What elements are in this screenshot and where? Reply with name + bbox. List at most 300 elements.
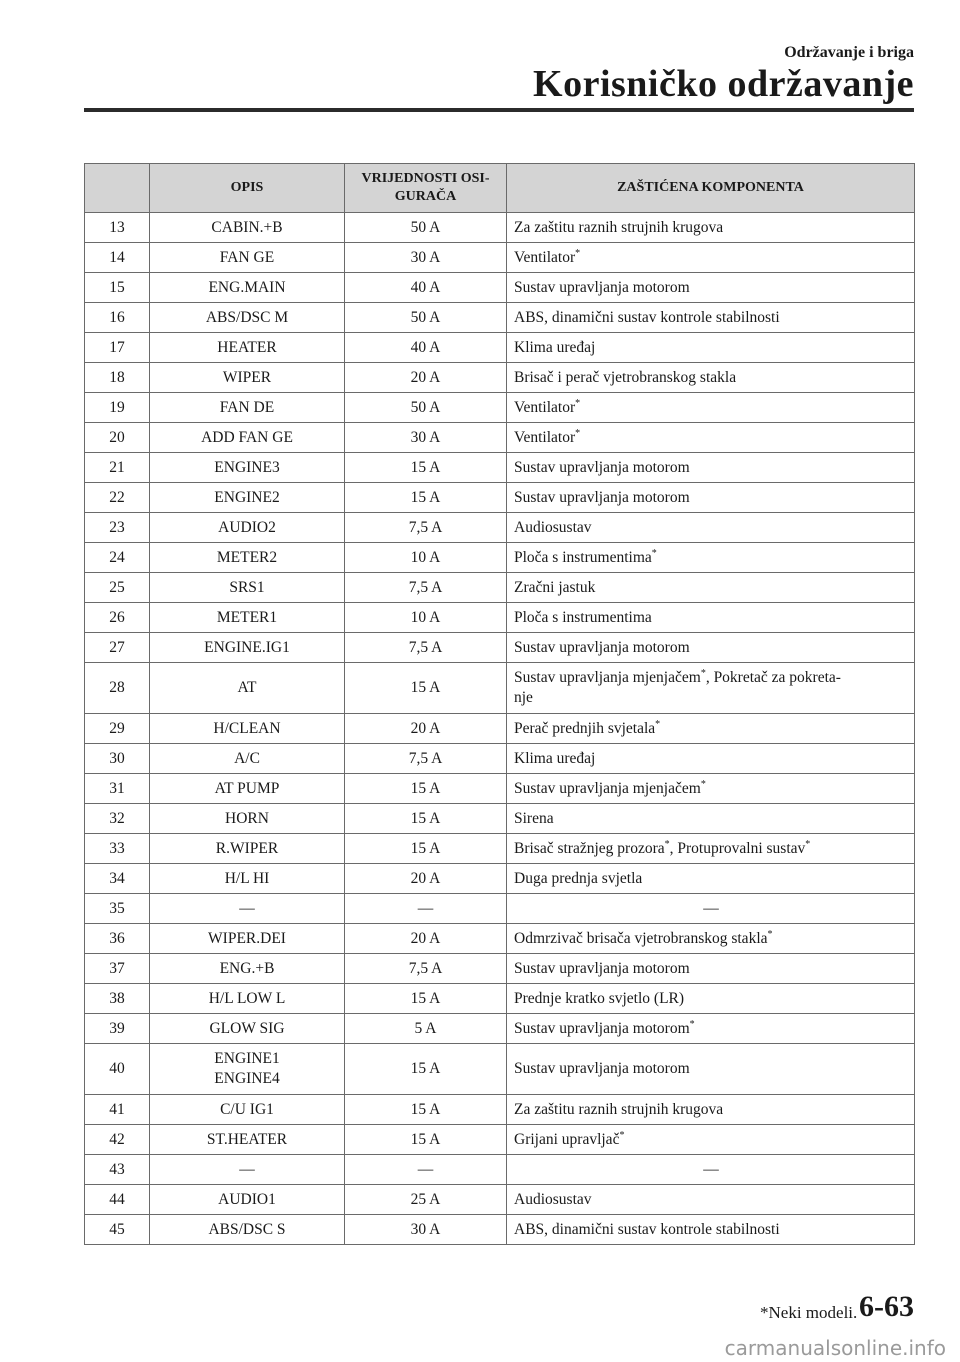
fuse-number (85, 513, 150, 543)
fuse-component-text: Audiosustav (514, 1190, 592, 1208)
fuse-number (85, 213, 150, 243)
fuse-number-text: 39 (109, 1019, 125, 1037)
table-row (85, 483, 915, 513)
fuse-number-text: 43 (109, 1160, 125, 1178)
fuse-opis-text: METER1 (216, 608, 278, 626)
fuse-component (507, 543, 915, 573)
table-row (85, 423, 915, 453)
fuse-opis (150, 1044, 345, 1095)
fuse-number (85, 393, 150, 423)
fuse-number (85, 663, 150, 714)
fuse-value-text: 15 A (410, 458, 441, 476)
fuse-opis (150, 744, 345, 774)
fuse-number (85, 333, 150, 363)
fuse-value-text: 25 A (410, 1190, 441, 1208)
fuse-opis-text: GLOW SIG (209, 1019, 285, 1037)
fuse-number (85, 483, 150, 513)
fuse-number-text: 20 (109, 428, 125, 446)
table-row (85, 453, 915, 483)
table-row (85, 774, 915, 804)
fuse-value-text: 40 A (410, 338, 441, 356)
footnote-marker: * (655, 718, 661, 730)
col-header-component: ZAŠTIĆENA KOMPONENTA (507, 164, 915, 213)
fuse-component-text: — (703, 1160, 719, 1178)
fuse-opis-text: AT (237, 679, 257, 696)
fuse-component (507, 714, 915, 744)
footnote: *Neki modeli. (760, 1303, 858, 1322)
table-row (85, 513, 915, 543)
fuse-component-text: Sustav upravljanja motorom (514, 458, 690, 476)
fuse-value (345, 714, 507, 744)
fuse-opis (150, 273, 345, 303)
fuse-component (507, 894, 915, 924)
fuse-component-text: Sustav upravljanja mjenjačem (514, 779, 701, 797)
fuse-opis-text: ENG.+B (219, 959, 275, 977)
fuse-number-text: 32 (109, 809, 125, 827)
fuse-number-text: 25 (109, 578, 125, 596)
fuse-value (345, 1044, 507, 1095)
fuse-component-text: Brisač i perač vjetrobranskog stakla (514, 368, 737, 386)
fuse-value (345, 303, 507, 333)
fuse-opis-text: — (239, 1160, 255, 1178)
fuse-number (85, 864, 150, 894)
fuse-opis-text: METER2 (216, 548, 278, 566)
fuse-opis (150, 573, 345, 603)
table-row (85, 894, 915, 924)
footnote-marker: * (619, 1129, 625, 1141)
fuse-component-text: Perač prednjih svjetala (514, 719, 656, 737)
fuse-value-text: 15 A (410, 989, 441, 1007)
fuse-component (507, 1044, 915, 1095)
fuse-number (85, 573, 150, 603)
fuse-component (507, 1014, 915, 1044)
fuse-component-text: Grijani upravljač (514, 1130, 620, 1148)
fuse-opis-text: ENGINE1 ENGINE4 (214, 1050, 280, 1087)
fuse-component-text: Ploča s instrumentima (514, 608, 652, 626)
fuse-value-text: 50 A (410, 398, 441, 416)
fuse-value-text: 7,5 A (408, 518, 443, 536)
fuse-value-text: 15 A (410, 1130, 441, 1148)
fuse-value-text: 50 A (410, 218, 441, 236)
fuse-number-text: 30 (109, 749, 125, 767)
fuse-opis-text: A/C (234, 749, 260, 767)
fuse-opis-text: ENG.MAIN (208, 278, 286, 296)
fuse-value-text: 5 A (414, 1019, 437, 1037)
fuse-opis-text: ENGINE2 (214, 488, 280, 506)
fuse-value (345, 1215, 507, 1245)
fuse-value (345, 333, 507, 363)
table-row (85, 603, 915, 633)
fuse-value-text: 50 A (410, 308, 441, 326)
fuse-number-text: 24 (109, 548, 125, 566)
fuse-opis (150, 453, 345, 483)
fuse-value-text: 10 A (410, 548, 441, 566)
fuse-component (507, 924, 915, 954)
fuse-component (507, 954, 915, 984)
fuse-number (85, 1185, 150, 1215)
fuse-number-text: 38 (109, 989, 125, 1007)
fuse-number-text: 15 (109, 278, 125, 296)
fuse-number (85, 633, 150, 663)
col-header-value-text: VRIJEDNOSTI OSI- GURAČA (361, 171, 490, 204)
col-header-opis: OPIS (150, 164, 345, 213)
fuse-component (507, 744, 915, 774)
fuse-component-text: Sustav upravljanja motorom (514, 959, 690, 977)
fuse-value (345, 894, 507, 924)
fuse-component (507, 804, 915, 834)
fuse-opis (150, 303, 345, 333)
fuse-value (345, 1155, 507, 1185)
footnote-marker: * (700, 778, 706, 790)
fuse-value-text: 30 A (410, 428, 441, 446)
table-row (85, 834, 915, 864)
table-row (85, 1185, 915, 1215)
table-row (85, 1044, 915, 1095)
table-row (85, 864, 915, 894)
fuse-component-text: Za zaštitu raznih strujnih krugova (514, 218, 724, 236)
fuse-value (345, 273, 507, 303)
fuse-opis (150, 543, 345, 573)
fuse-component-text: Sustav upravljanja motorom (514, 488, 690, 506)
fuse-opis (150, 954, 345, 984)
fuse-value (345, 1014, 507, 1044)
fuse-opis-text: ADD FAN GE (201, 428, 293, 446)
fuse-number-text: 41 (109, 1100, 125, 1118)
fuse-opis-text: CABIN.+B (211, 218, 283, 236)
fuse-number (85, 303, 150, 333)
fuse-value (345, 1095, 507, 1125)
section-title: Održavanje i briga (784, 44, 914, 61)
fuse-number (85, 714, 150, 744)
table-row (85, 363, 915, 393)
fuse-number-text: 44 (109, 1190, 125, 1208)
table-row (85, 273, 915, 303)
fuse-value (345, 423, 507, 453)
fuse-component (507, 603, 915, 633)
fuse-component (507, 273, 915, 303)
fuse-component-text: Duga prednja svjetla (514, 869, 643, 887)
fuse-number-text: 16 (109, 308, 125, 326)
fuse-value (345, 513, 507, 543)
fuse-opis-text: FAN DE (219, 398, 275, 416)
fuse-opis-text: C/U IG1 (220, 1100, 274, 1118)
fuse-component (507, 303, 915, 333)
fuse-opis-text: ABS/DSC M (205, 308, 289, 326)
page-number: 6-63 (859, 1290, 914, 1323)
fuse-opis-text: FAN GE (219, 248, 275, 266)
fuse-opis-text: ENGINE.IG1 (204, 638, 290, 656)
fuse-number-text: 13 (109, 218, 125, 236)
fuse-opis (150, 213, 345, 243)
table-row (85, 333, 915, 363)
fuse-component-text: Ploča s instrumentima (514, 548, 652, 566)
fuse-value-text: 10 A (410, 608, 441, 626)
table-row (85, 804, 915, 834)
fuse-opis (150, 984, 345, 1014)
fuse-number (85, 603, 150, 633)
fuse-component (507, 774, 915, 804)
fuse-value (345, 774, 507, 804)
fuse-component-text: Ventilator (514, 428, 576, 446)
fuse-component (507, 333, 915, 363)
fuse-component-text: Klima uređaj (514, 749, 596, 767)
fuse-component (507, 213, 915, 243)
fuse-number (85, 774, 150, 804)
fuse-opis (150, 393, 345, 423)
fuse-value-text: 15 A (410, 809, 441, 827)
fuse-value (345, 393, 507, 423)
fuse-value-text: — (417, 899, 434, 917)
fuse-value (345, 804, 507, 834)
fuse-value (345, 1125, 507, 1155)
fuse-component (507, 393, 915, 423)
fuse-number (85, 453, 150, 483)
fuse-number (85, 744, 150, 774)
fuse-opis (150, 1095, 345, 1125)
fuse-opis-text: AUDIO1 (218, 1190, 276, 1208)
fuse-number (85, 924, 150, 954)
fuse-opis (150, 1215, 345, 1245)
fuse-number-text: 36 (109, 929, 125, 947)
fuse-number (85, 273, 150, 303)
watermark: carmanualsonline.info (724, 1336, 946, 1360)
footnote-marker: * (689, 1018, 695, 1030)
fuse-component-text: Sustav upravljanja motorom (514, 638, 690, 656)
fuse-opis (150, 423, 345, 453)
fuse-number-text: 35 (109, 899, 125, 917)
fuse-value-text: 15 A (410, 488, 441, 506)
page-title: Korisničko održavanje (533, 63, 914, 105)
fuse-opis-text: H/L HI (224, 869, 270, 887)
fuse-opis (150, 1155, 345, 1185)
fuse-opis-text: — (239, 899, 255, 917)
fuse-value-text: 20 A (410, 719, 441, 737)
fuse-number (85, 243, 150, 273)
fuse-component-text: Za zaštitu raznih strujnih krugova (514, 1100, 724, 1118)
footnote-marker: * (805, 838, 811, 850)
fuse-component-text: Zračni jastuk (514, 578, 596, 596)
fuse-component-text: Sustav upravljanja motorom (514, 278, 690, 296)
fuse-number (85, 1044, 150, 1095)
fuse-opis (150, 834, 345, 864)
fuse-component-text: Ventilator (514, 248, 576, 266)
fuse-component-text: Brisač stražnjeg prozora (514, 839, 665, 857)
fuse-number (85, 363, 150, 393)
fuse-component-text: Audiosustav (514, 518, 592, 536)
table-row (85, 1125, 915, 1155)
fuse-component-text: Sustav upravljanja motorom (514, 1019, 690, 1037)
fuse-number-text: 26 (109, 608, 125, 626)
fuse-number-text: 37 (109, 959, 125, 977)
fuse-component (507, 423, 915, 453)
fuse-component (507, 243, 915, 273)
fuse-opis (150, 663, 345, 714)
fuse-value (345, 954, 507, 984)
fuse-opis-text: ST.HEATER (206, 1130, 288, 1148)
table-row (85, 984, 915, 1014)
fuse-opis (150, 894, 345, 924)
fuse-value-text: 15 A (410, 1060, 441, 1077)
fuse-number-text: 29 (109, 719, 125, 737)
fuse-opis (150, 714, 345, 744)
fuse-value-text: — (417, 1160, 434, 1178)
fuse-value (345, 984, 507, 1014)
fuse-component (507, 1095, 915, 1125)
fuse-opis-text: AT PUMP (214, 779, 280, 797)
fuse-opis (150, 924, 345, 954)
table-header-row (85, 164, 915, 213)
fuse-opis-text: H/CLEAN (213, 719, 281, 737)
fuse-component-text: Ventilator (514, 398, 576, 416)
table-row (85, 543, 915, 573)
fuse-number-text: 28 (109, 679, 125, 696)
fuse-value (345, 453, 507, 483)
fuse-value-text: 15 A (410, 779, 441, 797)
fuse-component (507, 1155, 915, 1185)
fuse-component-text: Sustav upravljanja mjenjačem (514, 669, 701, 686)
fuse-value-text: 40 A (410, 278, 441, 296)
fuse-value-text: 30 A (410, 248, 441, 266)
fuse-component (507, 363, 915, 393)
fuse-value (345, 924, 507, 954)
fuse-component (507, 663, 915, 714)
fuse-number-text: 42 (109, 1130, 125, 1148)
fuse-component (507, 513, 915, 543)
fuse-value-text: 15 A (410, 679, 441, 696)
fuse-opis (150, 774, 345, 804)
footnote-marker: * (767, 928, 773, 940)
fuse-number (85, 1215, 150, 1245)
fuse-number (85, 543, 150, 573)
fuse-value (345, 243, 507, 273)
fuse-value (345, 834, 507, 864)
fuse-opis (150, 513, 345, 543)
fuse-number-text: 27 (109, 638, 125, 656)
fuse-number (85, 984, 150, 1014)
fuse-number (85, 1014, 150, 1044)
fuse-component-text: Sustav upravljanja motorom (514, 1060, 690, 1077)
footnote-marker: * (575, 247, 581, 259)
table-row (85, 1155, 915, 1185)
fuse-component-text-cont: , Protuprovalni sustav (669, 839, 806, 857)
fuse-value (345, 1185, 507, 1215)
fuse-opis (150, 1125, 345, 1155)
table-row (85, 924, 915, 954)
fuse-value (345, 633, 507, 663)
fuse-opis-text: H/L LOW L (208, 989, 286, 1007)
footnote-marker: * (700, 667, 706, 679)
table-row (85, 393, 915, 423)
fuse-opis (150, 483, 345, 513)
fuse-opis-text: ENGINE3 (214, 458, 280, 476)
table-row (85, 744, 915, 774)
fuse-number (85, 804, 150, 834)
fuse-component-text: Prednje kratko svjetlo (LR) (514, 989, 685, 1007)
fuse-number-text: 23 (109, 518, 125, 536)
fuse-component (507, 633, 915, 663)
fuse-opis (150, 333, 345, 363)
fuse-value-text: 7,5 A (408, 578, 443, 596)
fuse-opis-text: WIPER (222, 368, 272, 386)
fuse-table (84, 163, 915, 1245)
fuse-number (85, 423, 150, 453)
fuse-opis (150, 363, 345, 393)
table-row (85, 633, 915, 663)
fuse-value-text: 20 A (410, 869, 441, 887)
fuse-component (507, 1125, 915, 1155)
fuse-value-text: 15 A (410, 839, 441, 857)
fuse-opis (150, 1014, 345, 1044)
fuse-value-text: 30 A (410, 1220, 441, 1238)
header-rule (84, 108, 914, 112)
fuse-component (507, 984, 915, 1014)
col-header-value (345, 164, 507, 213)
table-row (85, 954, 915, 984)
fuse-number-text: 17 (109, 338, 125, 356)
table-row (85, 1014, 915, 1044)
fuse-value (345, 603, 507, 633)
fuse-component (507, 834, 915, 864)
fuse-component (507, 864, 915, 894)
fuse-value (345, 543, 507, 573)
table-row (85, 303, 915, 333)
fuse-value (345, 483, 507, 513)
fuse-number (85, 834, 150, 864)
table-row (85, 714, 915, 744)
fuse-opis (150, 603, 345, 633)
fuse-number-text: 21 (109, 458, 125, 476)
table-row (85, 663, 915, 714)
fuse-number-text: 31 (109, 779, 125, 797)
fuse-component-text: Odmrzivač brisača vjetrobranskog stakla (514, 929, 768, 947)
fuse-opis-text: HEATER (217, 338, 277, 356)
table-row (85, 1215, 915, 1245)
fuse-opis-text: AUDIO2 (218, 518, 276, 536)
fuse-value-text: 7,5 A (408, 749, 443, 767)
fuse-number-text: 33 (109, 839, 125, 857)
table-row (85, 213, 915, 243)
fuse-number-text: 40 (109, 1060, 125, 1077)
footnote-marker: * (575, 427, 581, 439)
footnote-marker: * (651, 547, 657, 559)
fuse-opis (150, 804, 345, 834)
fuse-value (345, 864, 507, 894)
fuse-value-text: 7,5 A (408, 959, 443, 977)
fuse-opis (150, 633, 345, 663)
fuse-opis-text: SRS1 (229, 578, 265, 596)
fuse-number-text: 18 (109, 368, 125, 386)
table-row (85, 573, 915, 603)
fuse-number-text: 45 (109, 1220, 125, 1238)
footnote-marker: * (664, 838, 670, 850)
fuse-number-text: 14 (109, 248, 125, 266)
fuse-component-text: Klima uređaj (514, 338, 596, 356)
fuse-value-text: 7,5 A (408, 638, 443, 656)
col-header-num (85, 164, 150, 213)
fuse-value-text: 15 A (410, 1100, 441, 1118)
fuse-component (507, 483, 915, 513)
fuse-component-text: — (703, 899, 719, 917)
fuse-number-text: 19 (109, 398, 125, 416)
fuse-value-text: 20 A (410, 929, 441, 947)
fuse-opis (150, 243, 345, 273)
fuse-component (507, 453, 915, 483)
fuse-value (345, 573, 507, 603)
table-body (85, 213, 915, 1245)
fuse-value (345, 744, 507, 774)
fuse-value (345, 213, 507, 243)
fuse-value (345, 663, 507, 714)
